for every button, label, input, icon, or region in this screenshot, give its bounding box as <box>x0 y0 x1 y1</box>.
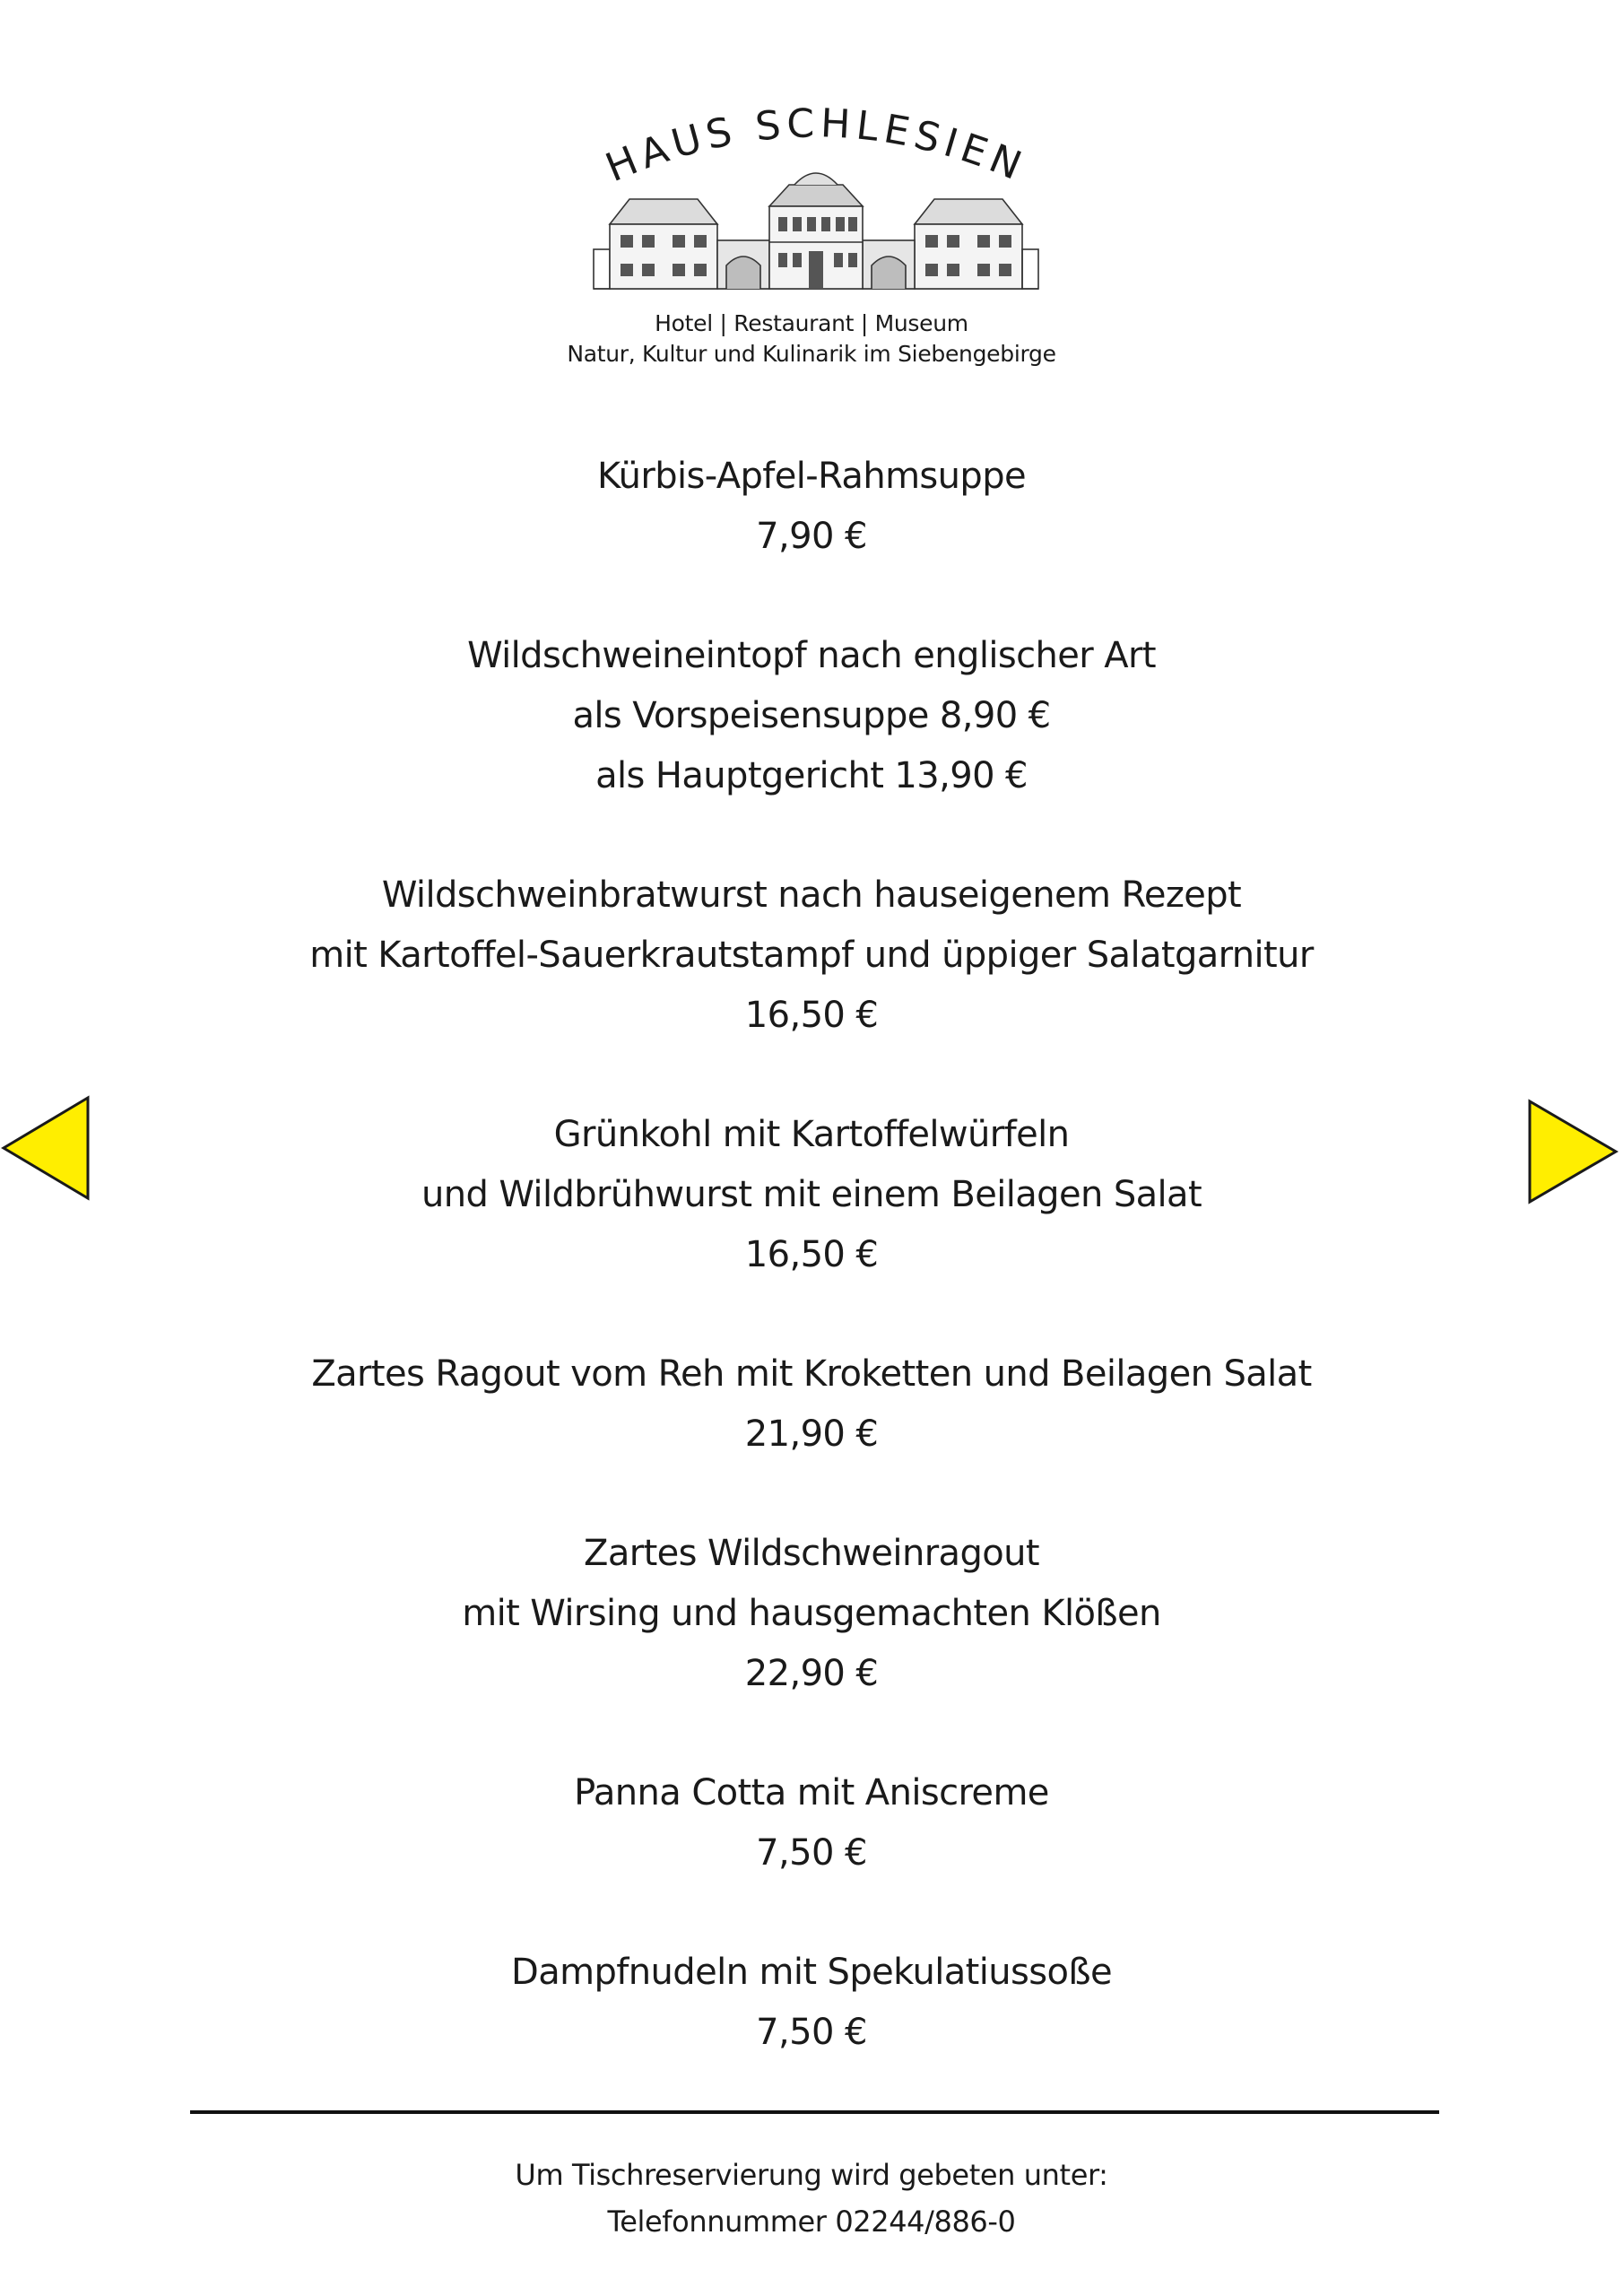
menu-item-title: Grünkohl mit Kartoffelwürfeln <box>553 1114 1070 1155</box>
menu-item <box>0 1344 1623 1465</box>
menu-item-price: 16,50 € <box>744 995 879 1036</box>
menu-item-price: 7,50 € <box>756 1832 867 1874</box>
menu-item <box>0 1105 1623 1285</box>
header <box>0 0 1623 386</box>
menu-item-description: und Wildbrühwurst mit einem Beilagen Salat <box>421 1174 1202 1215</box>
menu-item-description: mit Wirsing und hausgemachten Klößen <box>462 1593 1161 1634</box>
menu-item-price-option: als Vorspeisensuppe 8,90 € <box>572 695 1051 736</box>
logo-text: HAUS SCHLESIEN <box>599 100 1033 192</box>
menu-item-price: 7,90 € <box>756 516 867 557</box>
logo-subtitle-tagline: Natur, Kultur und Kulinarik im Siebengebirge <box>567 341 1056 367</box>
menu-item-price: 22,90 € <box>744 1653 879 1694</box>
menu-item <box>0 1943 1623 2063</box>
phone-number: Telefonnummer 02244/886-0 <box>607 2205 1016 2239</box>
menu-item <box>0 1524 1623 1704</box>
menu-item <box>0 865 1623 1046</box>
triangle-left-icon <box>0 1094 93 1202</box>
menu-item-title: Wildschweineintopf nach englischer Art <box>467 635 1156 676</box>
reservation-note: Um Tischreservierung wird gebeten unter: <box>515 2158 1108 2192</box>
prev-page-button[interactable] <box>0 1094 93 1202</box>
footer-divider <box>190 2110 1439 2114</box>
menu-item-price: 7,50 € <box>756 2012 867 2053</box>
menu-item <box>0 626 1623 806</box>
menu-item-price-option: als Hauptgericht 13,90 € <box>595 755 1028 796</box>
menu-item-title: Dampfnudeln mit Spekulatiussoße <box>511 1952 1112 1993</box>
menu-item-title: Wildschweinbratwurst nach hauseigenem Rezept <box>381 874 1242 916</box>
menu-item-title: Kürbis-Apfel-Rahmsuppe <box>596 456 1027 497</box>
menu-item-title: Zartes Ragout vom Reh mit Kroketten und Beilagen Salat <box>311 1353 1312 1395</box>
menu-item-description: mit Kartoffel-Sauerkrautstampf und üppiger Salatgarnitur <box>309 935 1314 976</box>
menu-item-price: 16,50 € <box>744 1234 879 1275</box>
menu-list <box>0 447 1623 2063</box>
next-page-button[interactable] <box>1526 1098 1619 1205</box>
logo-subtitle-services: Hotel | Restaurant | Museum <box>655 310 968 336</box>
menu-item-title: Panna Cotta mit Aniscreme <box>574 1772 1049 1813</box>
menu-item <box>0 1763 1623 1883</box>
menu-item <box>0 447 1623 567</box>
haus-schlesien-logo <box>574 99 1058 305</box>
menu-item-price: 21,90 € <box>744 1413 879 1455</box>
triangle-right-icon <box>1526 1098 1619 1205</box>
menu-item-title: Zartes Wildschweinragout <box>584 1533 1039 1574</box>
